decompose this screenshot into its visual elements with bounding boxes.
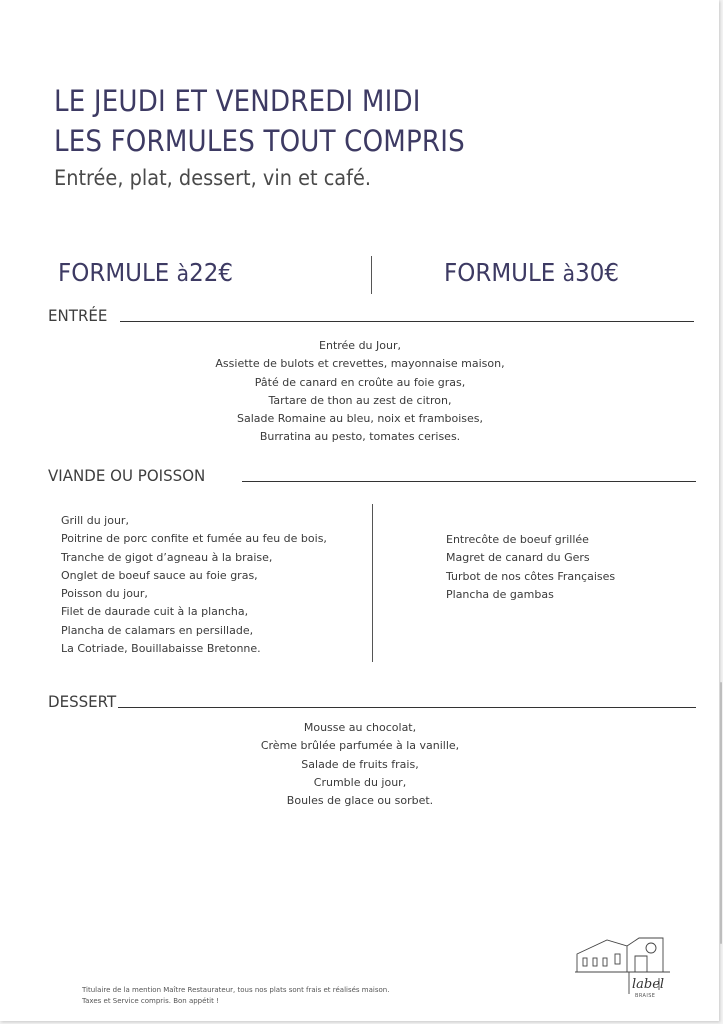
section-label-entree: ENTRÉE [48,306,108,325]
label-braise-logo [575,932,683,1008]
footer-note [82,985,389,1007]
list-item: Entrée du Jour, [319,339,401,352]
list-item: Filet de daurade cuit à la plancha, [61,605,249,619]
footer-line: Taxes et Service compris. Bon appétit ! [82,997,219,1005]
list-item: Entrecôte de boeuf grillée [446,533,589,546]
list-item: Salade Romaine au bleu, noix et framboises, [236,412,484,426]
dessert-list [60,719,660,810]
formula-right-price: 30€ [575,258,619,287]
list-item: Poitrine de porc confite et fumée au feu de bois, [61,532,327,546]
list-item: Plancha de calamars en persillade, [61,623,254,637]
logo-text: label [632,977,665,992]
formula-left-connector: à [176,262,190,287]
list-item: Plancha de gambas [446,587,554,601]
list-item: Turbot de nos côtes Françaises [446,569,616,583]
formula-right [444,258,619,287]
list-item: La Cotriade, Bouillabaisse Bretonne. [61,642,261,656]
list-item: Grill du jour, [61,514,129,527]
list-item: Boules de glace ou sorbet. [286,794,434,808]
footer-line: Titulaire de la mention Maître Restaurateur, tous nos plats sont frais et réalisés maison. [82,986,390,994]
list-item: Pâté de canard en croûte au foie gras, [254,375,466,389]
scrollbar[interactable] [720,682,722,944]
list-item: Crème brûlée parfumée à la vanille, [260,739,460,753]
main-divider [372,504,373,662]
logo-subtext: BRAISE [635,993,656,999]
subtitle: Entrée, plat, dessert, vin et café. [54,166,371,190]
formula-right-label: FORMULE [444,258,556,287]
section-label-dessert: DESSERT [48,692,117,711]
title-line-1: LE JEUDI ET VENDREDI MIDI [54,84,421,118]
formula-left-label: FORMULE [58,258,170,287]
list-item: Poisson du jour, [61,587,148,601]
list-item: Salade de fruits frais, [301,757,419,771]
section-rule-entree [120,321,694,322]
list-item: Magret de canard du Gers [446,551,590,565]
main-list-30 [446,531,615,604]
section-label-main: VIANDE OU POISSON [48,466,206,485]
section-rule-dessert [118,707,696,708]
formula-left-price: 22€ [189,258,233,287]
list-item: Mousse au chocolat, [303,721,417,734]
list-item: Onglet de boeuf sauce au foie gras, [61,568,258,582]
entree-list [60,337,660,447]
house-icon [575,932,683,1008]
formula-right-connector: à [562,262,576,287]
list-item: Burratina au pesto, tomates cerises. [259,430,461,444]
formula-divider [371,256,372,294]
list-item: Tranche de gigot d’agneau à la braise, [61,550,273,564]
list-item: Tartare de thon au zest de citron, [268,393,452,407]
list-item: Crumble du jour, [313,775,407,789]
formula-left [58,258,233,287]
section-rule-main [242,481,696,482]
main-list-22 [61,512,327,658]
title-line-2: LES FORMULES TOUT COMPRIS [54,124,465,158]
list-item: Assiette de bulots et crevettes, mayonnaise maison, [215,357,505,371]
